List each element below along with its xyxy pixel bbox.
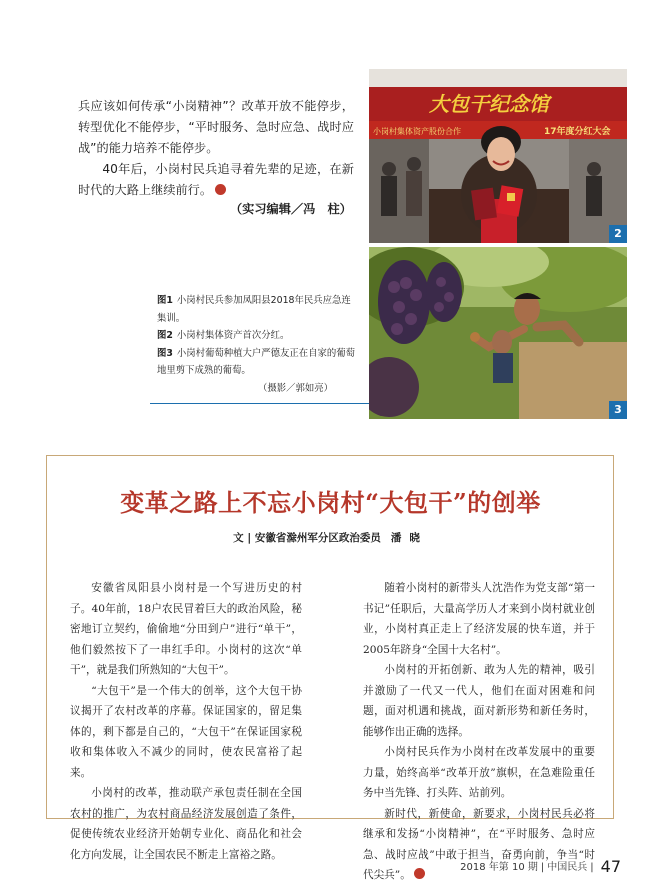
article-column-right	[363, 578, 595, 886]
photo-captions	[157, 292, 357, 380]
caption-2-label: 图2	[157, 330, 173, 341]
footer-separator: |	[590, 862, 594, 873]
banner-sub-text: 17年度分红大会	[544, 127, 611, 137]
article-paragraph: 小岗村的改革，推动联产承包责任制在全国农村的推广，为农村商品经济发展创造了条件，促使传统农业经济开始朝专业化、商品化和社会化方向发展，让全国农民不断走上富裕之路。	[70, 787, 302, 861]
byline-prefix: 文 | 安徽省滁州军分区政治委员	[233, 532, 381, 544]
author-name: 潘晓	[390, 532, 428, 544]
photo-credit: （摄影／郭如亮）	[258, 383, 334, 394]
caption-3-label: 图3	[157, 347, 173, 359]
continued-paragraph-1: 兵应该如何传承“小岗精神”？改革开放不能停步，转型优化不能停步，“平时服务、急时应急、战时应战”的能力培养不能停步。	[78, 99, 354, 155]
article-byline	[46, 530, 615, 545]
article-paragraph: “大包干”是一个伟大的创举，这个大包干协议揭开了农村改革的序幕。保证国家的，留足集体的，剩下都是自己的，“大包干”在保证国家税收和集体收入不减少的同时，使农民富裕了起来。	[70, 684, 302, 779]
continued-article-text	[78, 96, 354, 201]
article-end-icon	[414, 868, 425, 879]
article-title: 变革之路上不忘小岗村“大包干”的创举	[120, 488, 541, 517]
article-paragraph: 安徽省凤阳县小岗村是一个写进历史的村子。40年前，18户农民冒着巨大的政治风险，秘密地订立契约，偷偷地“分田到户”进行“单干”，他们毅然按下了一串红手印。小岗村的这次“单干”，就是我们所熟知的“大包干”。	[70, 582, 302, 676]
article-paragraph: 小岗村的开拓创新、敢为人先的精神，吸引并激励了一代又一代人，他们在面对困难和问题，面对机遇和挑战，面对新形势和新任务时，能够作出正确的选择。	[363, 664, 595, 738]
caption-1-label: 图1	[157, 295, 173, 306]
caption-2	[157, 327, 357, 345]
photo-grape-harvest	[369, 247, 627, 419]
caption-3-text: 小岗村葡萄种植大户严德友正在自家的葡萄地里剪下成熟的葡萄。	[157, 347, 356, 376]
banner-title-text: 大包干纪念馆	[429, 92, 549, 116]
issue-label: 2018 年第 10 期	[460, 862, 538, 873]
article-column-left	[70, 578, 302, 865]
footer-separator: |	[540, 862, 545, 873]
photo-dividend-ceremony	[369, 69, 627, 243]
grape-harvest-illustration	[369, 247, 627, 419]
photo-number-3: 3	[609, 401, 627, 419]
caption-3	[157, 345, 357, 380]
article-paragraph-last-text: 新时代，新使命，新要求，小岗村民兵必将继承和发扬“小岗精神”，在“平时服务、急时应急、战时应战”中敢于担当，奋勇向前，争当“时代尖兵”。	[363, 807, 595, 881]
dividend-ceremony-illustration	[369, 69, 627, 243]
continued-paragraph-2	[78, 159, 354, 201]
article-paragraph: 小岗村民兵作为小岗村在改革发展中的重要力量，始终高举“改革开放”旗帜，在急难险重任务中当先锋、打头阵、站前列。	[363, 746, 595, 799]
photo-number-2: 2	[609, 225, 627, 243]
caption-2-text: 小岗村集体资产首次分红。	[176, 330, 290, 341]
caption-divider	[150, 403, 369, 404]
article-paragraph: 随着小岗村的新带头人沈浩作为党支部“第一书记”任职后，大量高学历人才来到小岗村就业创业，小岗村真正走上了经济发展的快车道，并于2005年跻身“全国十大名村”。	[363, 582, 595, 656]
page-number: 47	[600, 857, 621, 876]
caption-1-text: 小岗村民兵参加凤阳县2018年民兵应急连集训。	[157, 295, 351, 324]
editor-credit: （实习编辑／冯 柱）	[230, 202, 352, 216]
continued-paragraph-2-text: 40年后，小岗村民兵追寻着先辈的足迹，在新时代的大路上继续前行。	[78, 162, 354, 197]
page-footer	[460, 857, 621, 876]
article-end-icon	[215, 184, 226, 195]
magazine-name: 中国民兵	[547, 862, 588, 873]
caption-1	[157, 292, 357, 327]
banner-left-text: 小岗村集体资产股份合作	[373, 127, 461, 136]
